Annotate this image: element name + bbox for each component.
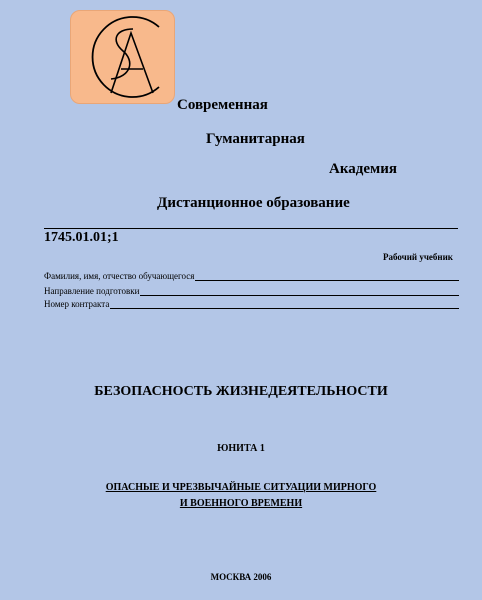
header-divider (44, 228, 458, 229)
city-year: МОСКВА 2006 (210, 572, 272, 582)
contract-number-field (44, 299, 459, 309)
field-label: Направление подготовки (44, 286, 140, 296)
topic-line-1: ОПАСНЫЕ И ЧРЕЗВЫЧАЙНЫЕ СИТУАЦИИ МИРНОГО (105, 482, 377, 493)
header-line-4: Дистанционное образование (157, 195, 350, 211)
course-code: 1745.01.01;1 (44, 230, 119, 245)
topic-line-2: И ВОЕННОГО ВРЕМЕНИ (179, 498, 303, 509)
header-line-2: Гуманитарная (206, 131, 305, 147)
header-line-1: Современная (177, 97, 268, 113)
field-underline (195, 271, 459, 281)
field-label: Номер контракта (44, 299, 110, 309)
student-name-field (44, 271, 459, 281)
unit-label: ЮНИТА 1 (217, 443, 265, 454)
logo-emblem-icon (71, 11, 174, 103)
header-line-3: Академия (329, 161, 397, 177)
doc-type: Рабочий учебник (383, 252, 453, 262)
academy-logo (70, 10, 175, 104)
study-direction-field (44, 286, 459, 296)
document-title: БЕЗОПАСНОСТЬ ЖИЗНЕДЕЯТЕЛЬНОСТИ (94, 384, 388, 399)
field-underline (140, 286, 459, 296)
field-label: Фамилия, имя, отчество обучающегося (44, 271, 195, 281)
field-underline (110, 299, 459, 309)
